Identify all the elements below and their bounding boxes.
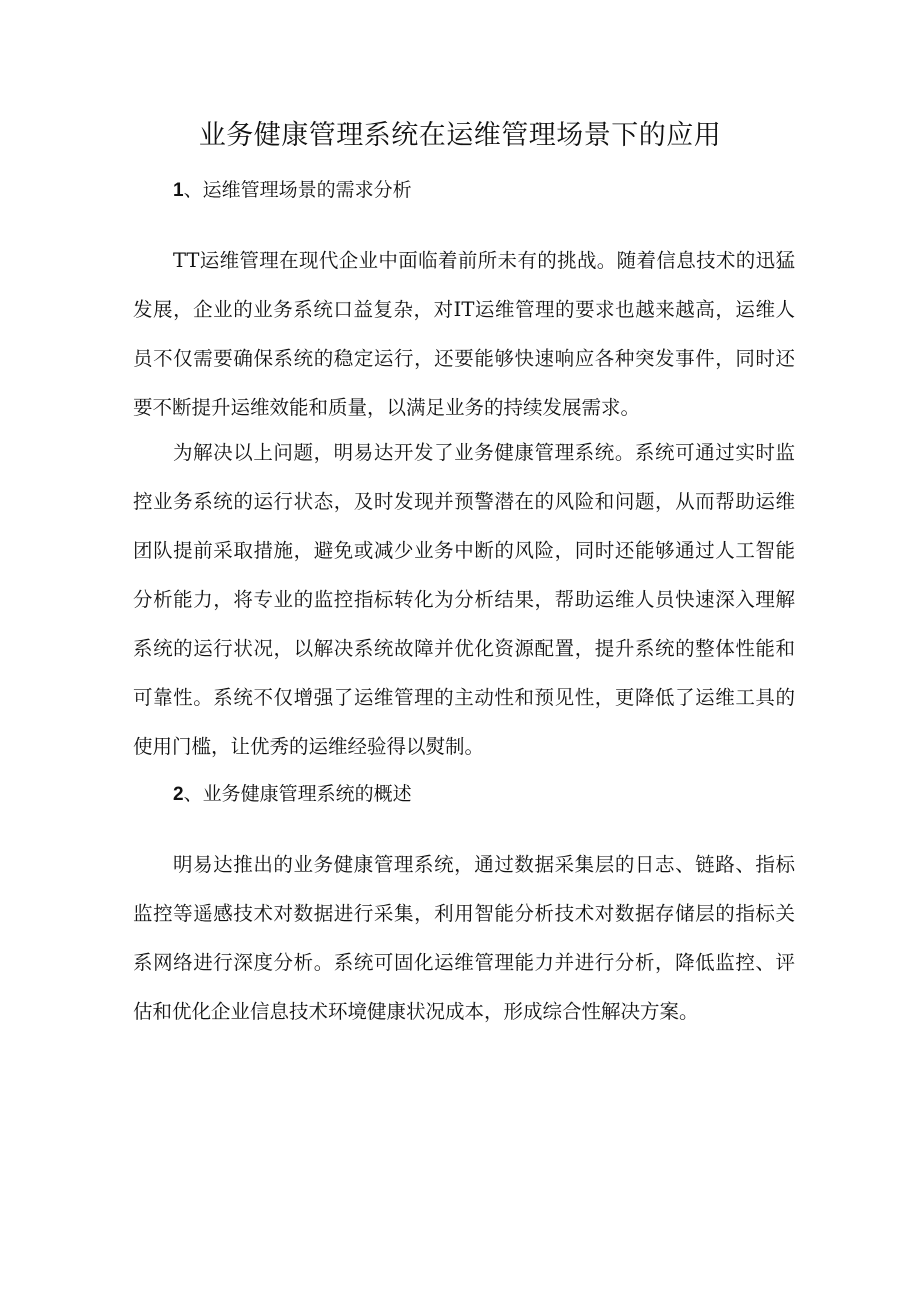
section-heading-2	[173, 779, 412, 810]
paragraph-2: 为解决以上问题，明易达开发了业务健康管理系统。系统可通过实时监控业务系统的运行状态，及时发现并预警潜在的风险和问题，从而帮助运维团队提前采取措施，避免或减少业务中断的风险，同时还能够通过人工智能分析能力，将专业的监控指标转化为分析结果，帮助运维人员快速深入理解系统的运行状况，以解决系统故障并优化资源配置，提升系统的整体性能和可靠性。系统不仅增强了运维管理的主动性和预见性，更降低了运维工具的使用门槛，让优秀的运维经验得以熨制。	[133, 441, 795, 758]
paragraph-3: 明易达推出的业务健康管理系统，通过数据采集层的日志、链路、指标监控等遥感技术对数据进行采集，利用智能分析技术对数据存储层的指标关系网络进行深度分析。系统可固化运维管理能力并进行分析，降低监控、评估和优化企业信息技术环境健康状况成本，形成综合性解决方案。	[133, 853, 795, 1023]
section-heading-text-2: 、业务健康管理系统的概述	[183, 783, 412, 805]
section-heading-1	[173, 175, 412, 206]
section-heading-text-1: 、运维管理场景的需求分析	[183, 179, 412, 201]
section-number-2: 2	[173, 784, 184, 805]
document-title: 业务健康管理系统在运维管理场景下的应用	[198, 120, 722, 151]
paragraph-1: TT运维管理在现代企业中面临着前所未有的挑战。随着信息技术的迅猛发展，企业的业务系统口益复杂，对IT运维管理的要求也越来越高，运维人员不仅需要确保系统的稳定运行，还要能够快速响应各种突发事件，同时还要不断提升运维效能和质量，以满足业务的持续发展需求。	[133, 249, 795, 419]
section-number-1: 1	[173, 180, 184, 201]
